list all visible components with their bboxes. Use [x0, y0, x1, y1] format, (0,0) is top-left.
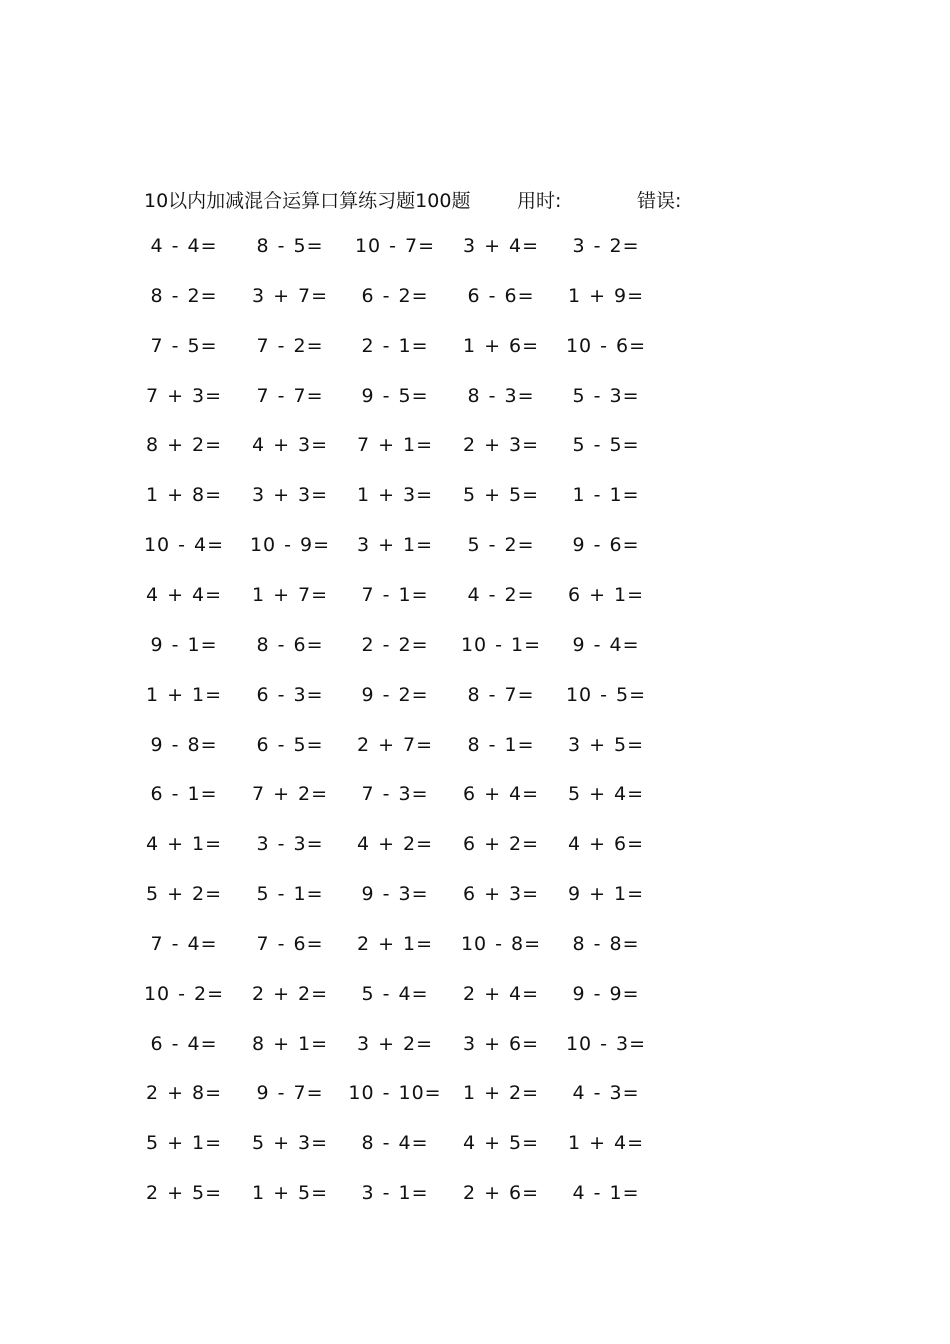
problem-item: 3 + 3=	[251, 484, 329, 507]
problem-item: 5 - 4=	[361, 982, 429, 1005]
problem-item: 6 + 2=	[462, 833, 540, 856]
problem-item: 7 + 2=	[251, 783, 329, 806]
problem-item: 1 + 2=	[462, 1082, 540, 1105]
problem-item: 4 + 4=	[145, 583, 223, 606]
problem-item: 9 - 8=	[150, 733, 218, 756]
problem-item: 3 - 3=	[256, 833, 324, 856]
problem-item: 6 - 5=	[256, 733, 324, 756]
problem-item: 7 - 5=	[150, 334, 218, 357]
problem-item: 2 - 2=	[361, 633, 429, 656]
problem-item: 10 - 3=	[565, 1032, 647, 1055]
problem-item: 6 - 6=	[467, 284, 535, 307]
problem-item: 8 - 6=	[256, 633, 324, 656]
problem-item: 2 + 5=	[145, 1182, 223, 1205]
problem-item: 8 - 1=	[467, 733, 535, 756]
problem-item: 4 - 1=	[572, 1182, 640, 1205]
problem-item: 5 - 5=	[572, 434, 640, 457]
problem-item: 3 + 1=	[356, 534, 434, 557]
problem-item: 5 + 1=	[145, 1132, 223, 1155]
problem-item: 6 - 4=	[150, 1032, 218, 1055]
problem-item: 9 - 7=	[256, 1082, 324, 1105]
problem-item: 8 + 1=	[251, 1032, 329, 1055]
problem-item: 1 + 3=	[356, 484, 434, 507]
problem-item: 8 - 7=	[467, 683, 535, 706]
problem-item: 10 - 6=	[565, 334, 647, 357]
problem-item: 2 + 2=	[251, 982, 329, 1005]
problem-item: 2 + 8=	[145, 1082, 223, 1105]
problem-item: 1 + 7=	[251, 583, 329, 606]
problem-item: 8 - 8=	[572, 932, 640, 955]
worksheet-header	[144, 186, 764, 216]
problem-item: 4 + 2=	[356, 833, 434, 856]
problem-item: 3 + 4=	[462, 235, 540, 257]
problem-item: 6 - 1=	[150, 783, 218, 806]
problem-item: 9 - 4=	[572, 633, 640, 656]
problem-item: 5 - 3=	[572, 384, 640, 407]
problem-item: 4 - 2=	[467, 583, 535, 606]
problem-item: 6 + 4=	[462, 783, 540, 806]
problem-item: 10 - 10=	[348, 1082, 442, 1105]
time-used-label: 用时:	[517, 190, 562, 212]
problem-item: 9 - 3=	[361, 883, 429, 906]
problem-item: 1 + 8=	[145, 484, 223, 507]
problem-item: 6 - 2=	[361, 284, 429, 307]
problem-item: 4 - 4=	[150, 235, 218, 257]
problem-item: 3 + 7=	[251, 284, 329, 307]
problem-item: 2 + 6=	[462, 1182, 540, 1205]
problem-item: 9 + 1=	[567, 883, 645, 906]
problem-item: 6 + 3=	[462, 883, 540, 906]
problem-item: 5 + 2=	[145, 883, 223, 906]
problem-item: 10 - 1=	[460, 633, 542, 656]
problem-item: 8 + 2=	[145, 434, 223, 457]
problem-item: 5 + 5=	[462, 484, 540, 507]
problem-item: 7 - 3=	[361, 783, 429, 806]
problem-item: 3 + 6=	[462, 1032, 540, 1055]
problem-item: 7 - 4=	[150, 932, 218, 955]
problem-item: 6 + 1=	[567, 583, 645, 606]
problem-item: 9 - 5=	[361, 384, 429, 407]
problem-item: 4 + 3=	[251, 434, 329, 457]
errors-label: 错误:	[637, 190, 682, 212]
problem-item: 10 - 2=	[143, 982, 225, 1005]
problem-item: 4 + 6=	[567, 833, 645, 856]
problem-item: 7 - 1=	[361, 583, 429, 606]
problem-item: 7 - 6=	[256, 932, 324, 955]
problem-item: 4 + 1=	[145, 833, 223, 856]
problem-item: 4 - 3=	[572, 1082, 640, 1105]
problem-item: 10 - 5=	[565, 683, 647, 706]
problem-item: 8 - 4=	[361, 1132, 429, 1155]
problem-item: 7 - 7=	[256, 384, 324, 407]
problem-item: 10 - 9=	[249, 534, 331, 557]
problem-item: 10 - 7=	[354, 235, 436, 257]
problem-item: 8 - 2=	[150, 284, 218, 307]
problem-item: 1 + 9=	[567, 284, 645, 307]
problem-item: 5 + 3=	[251, 1132, 329, 1155]
problem-item: 1 + 1=	[145, 683, 223, 706]
problem-item: 2 + 1=	[356, 932, 434, 955]
problem-item: 3 + 5=	[567, 733, 645, 756]
problem-item: 3 - 1=	[361, 1182, 429, 1205]
problem-item: 7 + 1=	[356, 434, 434, 457]
problem-item: 9 - 1=	[150, 633, 218, 656]
problem-item: 1 + 6=	[462, 334, 540, 357]
problem-item: 10 - 8=	[460, 932, 542, 955]
problem-item: 9 - 2=	[361, 683, 429, 706]
problem-item: 1 + 4=	[567, 1132, 645, 1155]
problem-item: 7 - 2=	[256, 334, 324, 357]
problem-item: 4 + 5=	[462, 1132, 540, 1155]
problem-item: 2 - 1=	[361, 334, 429, 357]
problem-item: 10 - 4=	[143, 534, 225, 557]
problem-item: 8 - 5=	[256, 235, 324, 257]
problem-item: 2 + 3=	[462, 434, 540, 457]
problem-item: 3 - 2=	[572, 235, 640, 257]
problem-item: 5 - 1=	[256, 883, 324, 906]
worksheet-title: 10以内加减混合运算口算练习题100题	[144, 190, 471, 212]
problem-item: 9 - 9=	[572, 982, 640, 1005]
problem-item: 1 + 5=	[251, 1182, 329, 1205]
problem-item: 2 + 4=	[462, 982, 540, 1005]
problem-item: 2 + 7=	[356, 733, 434, 756]
problem-item: 3 + 2=	[356, 1032, 434, 1055]
problem-item: 1 - 1=	[572, 484, 640, 507]
problem-item: 5 + 4=	[567, 783, 645, 806]
problem-item: 8 - 3=	[467, 384, 535, 407]
problem-item: 7 + 3=	[145, 384, 223, 407]
problem-item: 9 - 6=	[572, 534, 640, 557]
problem-item: 6 - 3=	[256, 683, 324, 706]
problem-item: 5 - 2=	[467, 534, 535, 557]
